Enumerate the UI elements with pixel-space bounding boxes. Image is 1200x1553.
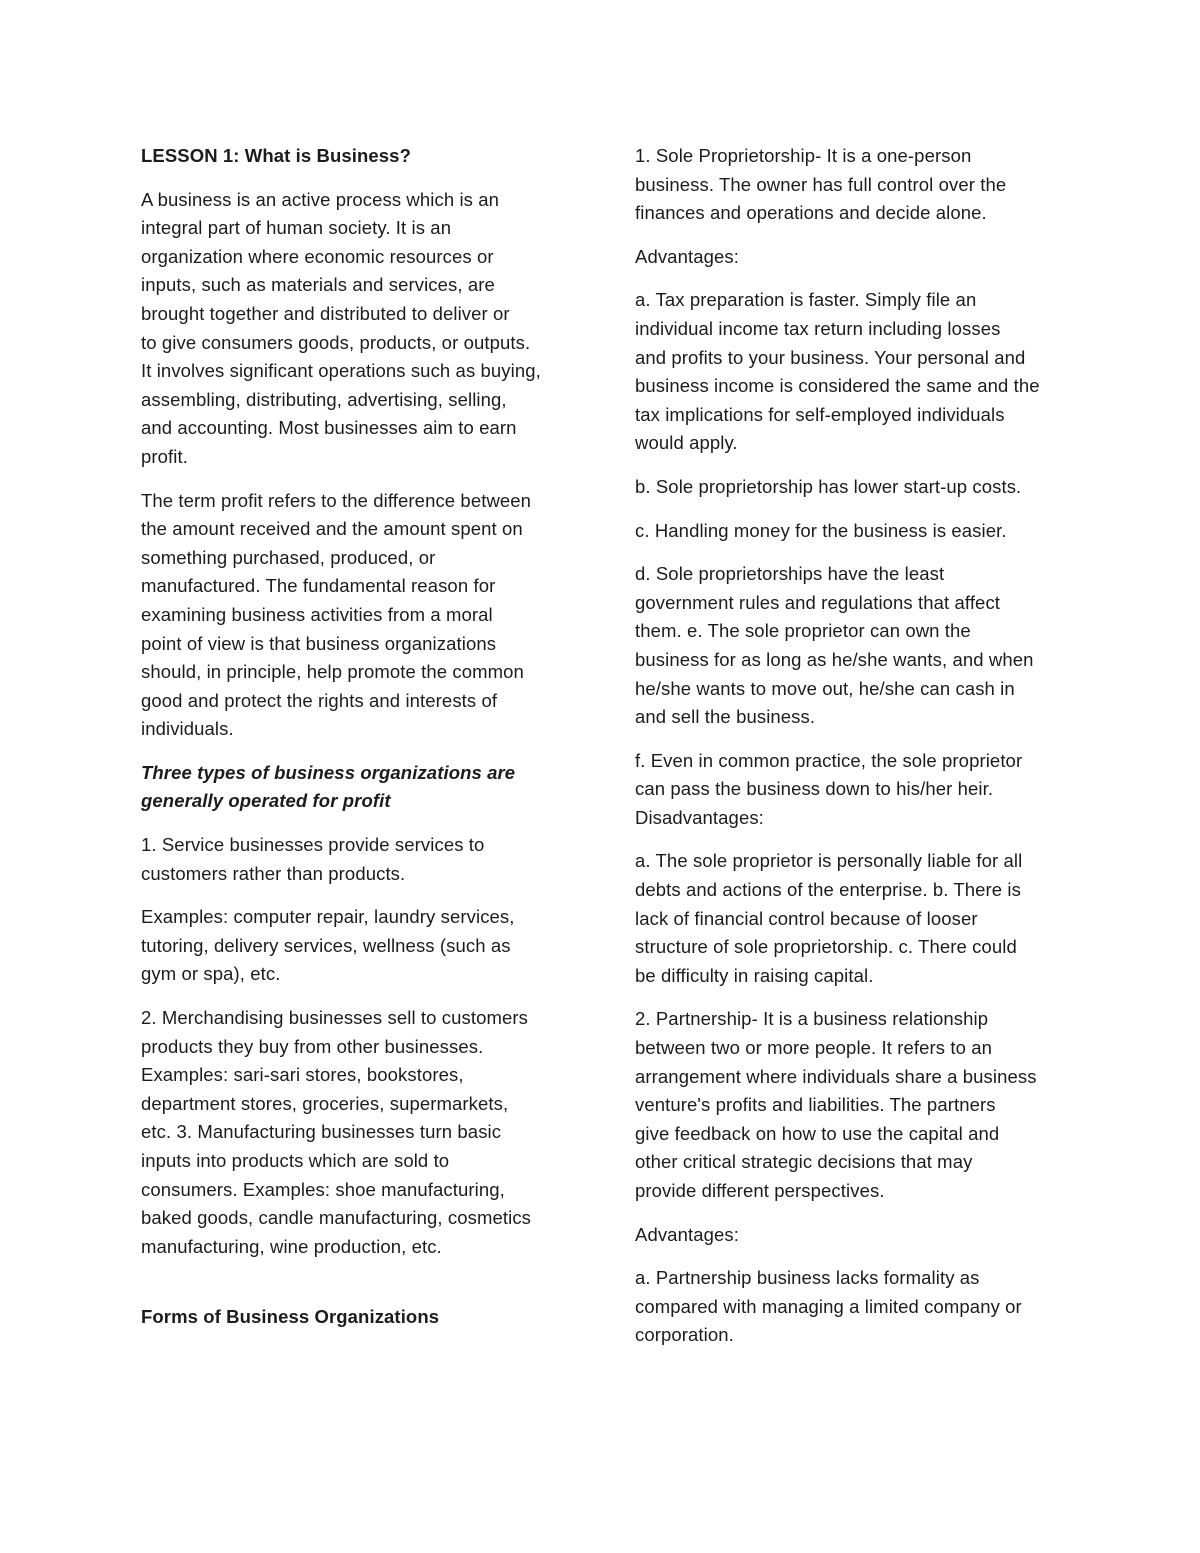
forms-heading: Forms of Business Organizations (141, 1306, 440, 1328)
profit-paragraph: The term profit refers to the difference between the amount received and the amount spent on something purchased, produced, or manufactured. The fundamental reason for examining business activities from a moral point of view is that business organizations should, in principle, help promote the common good and protect the rights and interests of individuals. (141, 489, 532, 740)
service-examples: Examples: computer repair, laundry services, tutoring, delivery services, wellness (such as gym or spa), etc. (141, 906, 515, 985)
service-item: 1. Service businesses provide services to customers rather than products. (141, 834, 485, 884)
intro-paragraph: A business is an active process which is an integral part of human society. It is an organization where economic resources or inputs, such as materials and services, are brought together and distributed to deliver or to give consumers goods, products, or outputs. It involves significant operations such as buying, assembling, distributing, advertising, selling, and accounting. Most businesses aim to earn profit. (141, 188, 541, 467)
left-column (141, 142, 566, 1347)
advantage-f-disadvantages: f. Even in common practice, the sole proprietor can pass the business down to his/her heir. Disadvantages: (635, 749, 1023, 828)
partnership-advantages-label: Advantages: (635, 1223, 739, 1245)
advantages-label: Advantages: (635, 245, 739, 267)
types-heading: Three types of business organizations are generally operated for profit (141, 761, 516, 812)
lesson-title: LESSON 1: What is Business? (141, 145, 411, 166)
sole-proprietorship-intro: 1. Sole Proprietorship- It is a one-person business. The owner has full control over the finances and operations and decide alone. (635, 145, 1007, 224)
advantage-d-e: d. Sole proprietorships have the least government rules and regulations that affect them. e. The sole proprietor can own the business for as long as he/she wants, and when he/she wants to move out, he/she can cash in and sell the business. (635, 563, 1034, 728)
disadvantages-a-c: a. The sole proprietor is personally liable for all debts and actions of the enterprise. b. There is lack of financial control because of looser structure of sole proprietorship. c. There could be difficulty in raising capital. (635, 850, 1023, 986)
partnership-advantage-a: a. Partnership business lacks formality as compared with managing a limited company or corporation. (635, 1267, 1022, 1346)
partnership-intro: 2. Partnership- It is a business relationship between two or more people. It refers to an arrangement where individuals share a business venture's profits and liabilities. The partners give feedback on how to use the capital and other critical strategic decisions that may provide different perspectives. (635, 1008, 1037, 1201)
merchandising-manufacturing-item: 2. Merchandising businesses sell to customers products they buy from other businesses. Examples: sari-sari stores, bookstores, department stores, groceries, supermarkets, etc. 3. Manufacturing businesses turn basic inputs into products which are sold to consumers. Examples: shoe manufacturing, baked goods, candle manufacturing, cosmetics manufacturing, wine production, etc. (141, 1007, 532, 1257)
advantage-b: b. Sole proprietorship has lower start-up costs. (635, 475, 1022, 497)
right-column (635, 142, 1060, 1365)
advantage-c: c. Handling money for the business is easier. (635, 519, 1007, 541)
advantage-a: a. Tax preparation is faster. Simply file an individual income tax return including losses and profits to your business. Your personal and business income is considered the same and the tax implications for self-employed individuals would apply. (635, 289, 1040, 454)
